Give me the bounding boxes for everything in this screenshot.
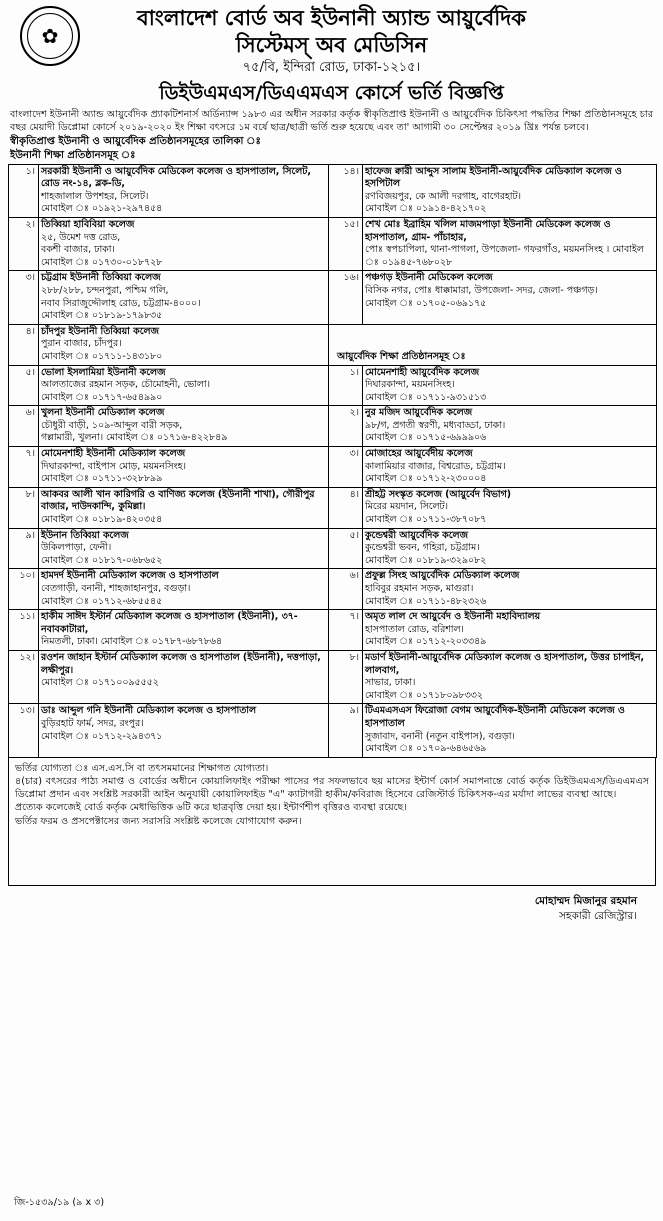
right-serial: ১৪। <box>329 164 363 217</box>
institution-name: পঞ্চগড় ইউনানী মেডিকেল কলেজ <box>365 272 493 284</box>
board-seal-logo <box>20 6 80 66</box>
right-institution <box>363 406 657 447</box>
unani-institution <box>39 365 329 406</box>
right-serial: ১। <box>329 365 363 406</box>
board-name-line2: সিস্টেমস্‌ অব মেডিসিন <box>235 33 428 57</box>
unani-institution <box>39 569 329 610</box>
institution-name: হাফেজ ক্বারী আব্দুস সালাম ইউনানী-আয়ুর্বেদিক মেডিক্যাল কলেজ ও হসপিটাল <box>365 165 622 190</box>
institution-detail: দিঘারকান্দা, ময়মনসিংহ। <box>365 379 455 391</box>
unani-institution <box>39 610 329 651</box>
institution-detail: মোবাইল ঃ ০১৭১২-২০৩৩৪৯ <box>365 636 487 648</box>
institution-name: হাকীম সাঈদ ইস্টার্ন মেডিক্যাল কলেজ ও হাসপাতাল (ইউনানী), ৩৭- নবাবকাটারা, <box>41 611 298 635</box>
unani-serial: ৮। <box>9 487 39 528</box>
institution-detail: মোবাইল ঃ ০১৮১৯-৪২০৩৫৪ <box>41 514 163 526</box>
institution-detail: মোবাইল ঃ ০১৭১৭-৬৫৪৯৯০ <box>41 391 163 403</box>
institution-detail: মোবাইল ঃ ০১৭১১-১৪৩১৮০ <box>41 350 163 362</box>
course-info-text: ৪(চার) বৎসরের পাঠ্য সমাপ্ত ও বোর্ডের অধীনে কোয়ালিফাইং পরীক্ষা পাসের পর সফলভাবে ছয় মাসের ইন্টার্ণ কোর্স সমাপনান্তে বোর্ড কর্তৃক ডিইউএমএস/ডিএএমএস ডিপ্লোমা প্রদান এবং সংশ্লিষ্ট সরকারী আইন অনুযায়ী কোয়ালিফাইড "এ" ক্যাটাগরী হাকীম/কবিরাজ হিসেবে রেজিস্টার্ড চিকিৎসক-এর মর্যাদা লাভের ব্যবস্থা আছে। <box>15 775 649 801</box>
right-serial: ৩। <box>329 447 363 488</box>
right-serial: ২। <box>329 406 363 447</box>
table-row <box>9 610 657 651</box>
institution-detail: মোবাইল ঃ ০১৯২১-২৯৭৪৫৪ <box>41 203 163 215</box>
institution-name: আকবর আলী খান কারিগরি ও বাণিজ্য কলেজ (ইউনানী শাখা), গৌরীপুর বাজার, দাউদকান্দি, কুমিল্লা। <box>41 488 315 513</box>
right-institution <box>363 271 657 324</box>
table-row <box>9 704 657 757</box>
institutions-table <box>8 164 657 758</box>
list-title: স্বীকৃতিপ্রাপ্ত ইউনানী ও আয়ুর্বেদিক প্রতিষ্ঠানসমূহের তালিকা ঃ <box>10 135 261 147</box>
institution-name: প্রফুল্ল সিংহ আয়ুর্বেদিক মেডিক্যাল কলেজ <box>365 570 520 582</box>
table-row <box>9 569 657 610</box>
institution-name: নুর মজিদ আয়ুর্বেদিক কলেজ <box>365 407 473 419</box>
table-row <box>9 487 657 528</box>
unani-institution <box>39 164 329 217</box>
scholarship-text: প্রত্যেক কলেজেই বোর্ড কর্তৃক মেধাভিত্তিক ৬টি করে ছাত্রবৃত্তি দেয়া হয়। ইন্টার্ণশীপ বৃত্তিরও ব্যবস্থা রয়েছে। <box>15 802 407 814</box>
right-institution <box>363 610 657 651</box>
table-row <box>9 650 657 703</box>
institution-detail: মোবাইল ঃ ০১৭৩০-০১৮৭২৮ <box>41 256 163 268</box>
table-row <box>9 365 657 406</box>
unani-serial: ১০। <box>9 569 39 610</box>
institution-detail: নিমতলী, ঢাকা। মোবাইল ঃ ০১৭৮৭-৬৮৭৮৬৪ <box>41 636 223 648</box>
institution-detail: উকিলপাড়া, ফেনী। <box>41 542 112 554</box>
table-row <box>9 406 657 447</box>
right-serial: ৭। <box>329 610 363 651</box>
unani-institution <box>39 447 329 488</box>
table-row <box>9 528 657 569</box>
right-serial: ৪। <box>329 487 363 528</box>
institution-detail: ২৮৮/২৮৮, চন্দনপুরা, পশ্চিম গলি, <box>41 284 169 296</box>
unani-institution <box>39 271 329 324</box>
institution-name: হামদর্দ ইউনানী মেডিক্যাল কলেজ ও হাসপাতাল <box>41 570 219 582</box>
signature-block <box>8 894 655 924</box>
unani-serial: ৪। <box>9 324 39 365</box>
unani-serial: ৫। <box>9 365 39 406</box>
table-row <box>9 164 657 217</box>
right-serial: ৮। <box>329 650 363 703</box>
institution-detail: নবাব সিরাজুদ্দৌলাহ রোড, চট্টগ্রাম-৪০০০। <box>41 297 201 309</box>
right-institution <box>363 164 657 217</box>
institution-name: সরকারী ইউনানী ও আয়ুর্বেদিক মেডিকেল কলেজ ও হাসপাতাল, সিলেট, রোড নং-১৪, ব্লক-ডি, <box>41 165 311 190</box>
unani-serial: ১৩। <box>9 704 39 757</box>
institution-name: ভোলা ইসলামিয়া ইউনানী কলেজ <box>41 366 166 378</box>
unani-serial: ১১। <box>9 610 39 651</box>
table-row <box>9 271 657 324</box>
seal-emblem-icon: ✿ <box>27 13 73 59</box>
institution-detail: মিরের ময়দান, সিলেট। <box>365 501 448 513</box>
notice-title: ডিইউএমএস/ডিএএমএস কোর্সে ভর্তি বিজ্ঞপ্তি <box>159 82 504 104</box>
institution-detail: মোবাইল ঃ ০১৭১২-২৯৪৩৭১ <box>41 730 163 742</box>
right-institution <box>363 650 657 703</box>
institution-detail: হাসপাতাল রোড, বরিশাল। <box>365 623 464 635</box>
eligibility-text: ভর্তির যোগ্যতা ঃ এস.এস.সি বা তৎসমমানের শিক্ষাগত যোগ্যতা। <box>15 762 269 774</box>
ayurvedic-section-title: আয়ুর্বেদিক শিক্ষা প্রতিষ্ঠানসমূহ ঃ <box>329 324 657 365</box>
institution-name: টিএমএসএস ফিরোজা বেগম আয়ুর্বেদিক-ইউনানী মেডিকেল কলেজ ও হাসপাতাল <box>365 705 625 729</box>
institution-detail: মোবাইল ঃ ০১৭১২-২৩০০০৪ <box>365 473 487 485</box>
institution-detail: সাভার, ঢাকা। <box>365 677 416 689</box>
institution-detail: মোবাইল ঃ ০১৭০৯-৬৪৬৫৬৯ <box>365 743 487 755</box>
notice-footer <box>8 758 656 886</box>
institution-name: খুলনা ইউনানী মেডিক্যাল কলেজ <box>41 407 165 419</box>
institution-name: রওশন জাহান ইস্টার্ন মেডিক্যাল কলেজ ও হাসপাতাল (ইউনানী), দত্তপাড়া, লক্ষীপুর। <box>41 651 321 676</box>
institution-name: শেখ মোঃ ইব্রাহিম খলিল মাজমপাড়া ইউনানী মেডিকেল কলেজ ও হাসপাতাল, গ্রাম- পাঁচাহার, <box>365 218 611 243</box>
board-address: ৭৫/বি, ইন্দিরা রোড, ঢাকা-১২১৫। <box>242 60 421 75</box>
institution-name: ইউনান তিব্বিয়া কলেজ <box>41 529 129 541</box>
unani-institution <box>39 704 329 757</box>
reference-number: জি-১৫৩৯/১৯ (৯ x ৩) <box>14 1197 105 1208</box>
signatory-role: সহকারী রেজিস্ট্রার। <box>559 909 637 922</box>
right-serial: ৫। <box>329 528 363 569</box>
institution-detail: বেতগাড়ী, বনানী, শাহজাহানপুর, বগুড়া। <box>41 583 191 594</box>
unani-institution <box>39 650 329 703</box>
institution-name: ডাঃ আব্দুল গনি ইউনানী মেডিক্যাল কলেজ ও হাসপাতাল <box>41 705 256 717</box>
institution-detail: মোবাইল ঃ ০১৭১৫-৬৯৯৯০৬ <box>365 432 487 444</box>
institution-detail: ২৫, উমেশ দত্ত রোড, <box>41 231 121 243</box>
unani-serial: ১২। <box>9 650 39 703</box>
right-serial: ৯। <box>329 704 363 757</box>
institution-name: কুন্ডেশ্বরী আয়ুর্বেদিক কলেজ <box>365 529 468 541</box>
unani-serial: ২। <box>9 217 39 270</box>
institution-name: শ্রীহট্ট সংস্কৃত কলেজ (আয়ুর্বেদ বিভাগ) <box>365 488 512 500</box>
institution-detail: মোবাইল ঃ ০১৭১৮০৯৮৩৩২ <box>365 689 483 701</box>
intro-paragraph: বাংলাদেশ ইউনানী অ্যান্ড আয়ুর্বেদিক প্র্যাকটিশনার্স অর্ডিন্যান্স ১৯৮৩ এর অধীন সরকার কর্তৃক স্বীকৃতিপ্রাপ্ত ইউনানী ও আয়ুর্বেদিক চিকিৎসা পদ্ধতির শিক্ষা প্রতিষ্ঠানসমূহে চার বছর মেয়াদী ডিপ্লোমা কোর্সে ২০১৯-২০২০ ইং শিক্ষা বৎসরে ১ম বর্ষে ছাত্র/ছাত্রী ভর্তি শুরু হয়েছে এবং তা' আগামী ৩০ সেপ্টেম্বর ২০১৯ খ্রিঃ পর্যন্ত চলবে। <box>10 109 653 134</box>
right-serial: ১৬। <box>329 271 363 324</box>
table-row <box>9 324 657 365</box>
unani-section-title: ইউনানী শিক্ষা প্রতিষ্ঠানসমূহ ঃ <box>10 149 136 161</box>
institution-detail: মোবাইল ঃ ০১৭১১-৩২৮৮৯৯ <box>41 473 163 485</box>
institution-name: মোমেনশাহী আয়ুর্বেদিক কলেজ <box>365 366 480 378</box>
institution-name: চাঁদপুর ইউনানী তিব্বিয়া কলেজ <box>41 325 159 337</box>
institution-detail: গল্লামারী, খুলনা। মোবাইল ঃ ০১৭১৬-৪২২৮৪৯ <box>41 432 228 444</box>
institution-detail: ৯৮/গ, প্রগতী স্বরণী, মধ্যবাড্ডা, ঢাকা। <box>365 419 506 431</box>
right-institution <box>363 487 657 528</box>
institution-detail: মোবাইল ঃ ০১৮১৭-০৬৮৬৫২ <box>41 554 163 566</box>
institution-name: মোজাহের আয়ুর্বেদীয় কলেজ <box>365 448 473 460</box>
table-row <box>9 447 657 488</box>
right-serial: ১৫। <box>329 217 363 270</box>
unani-institution <box>39 324 329 365</box>
institution-detail: মোবাইল ঃ ০১৮১৯-১৭৯৮৩৫ <box>41 310 163 322</box>
institution-detail: দিঘারকান্দা, বাইপাস মোড়, ময়মনসিংহ। <box>41 460 186 472</box>
unani-institution <box>39 487 329 528</box>
board-name-line1: বাংলাদেশ বোর্ড অব ইউনানী অ্যান্ড আয়ুর্বেদিক <box>137 6 526 30</box>
institution-detail: বকশী বাজার, ঢাকা। <box>41 244 115 256</box>
right-institution <box>363 217 657 270</box>
institution-detail: চৌধুরী বাড়ী, ১০৯-আব্দুল বারী সড়ক, <box>41 419 183 431</box>
unani-institution <box>39 528 329 569</box>
institution-detail: হাবিবুর রহমান সড়ক, মাগুরা। <box>365 583 474 594</box>
institutions-table-body <box>9 164 657 757</box>
institution-detail: বিসিক নগর, পোঃ ধাক্কামারা, উপজেলা- সদর, জেলা- পঞ্চগড়। <box>365 284 598 296</box>
institution-detail: মোবাইল ঃ ০১৭১০০৯৫৫৫২ <box>41 677 159 689</box>
signatory-name: মোহাম্মদ মিজানুর রহমান <box>534 894 637 907</box>
table-row <box>9 217 657 270</box>
institution-detail: মোবাইল ঃ ০১৮১৯-৩২৯০৮২ <box>365 554 487 566</box>
institution-detail: বুড়িরহাট ফার্ম, সদর, রংপুর। <box>41 717 144 729</box>
right-institution <box>363 528 657 569</box>
institution-name: মোমেনশাহী ইউনানী মেডিক্যাল কলেজ <box>41 448 186 460</box>
institution-name: মডার্ণ ইউনানী-আয়ুর্বেদিক মেডিক্যাল কলেজ ও হাসপাতাল, উত্তর চাপাইন, লালবাগ, <box>365 651 645 676</box>
institution-detail: মোবাইল ঃ ০১৭১১-৩৮৭০৮৭ <box>365 514 487 526</box>
right-institution <box>363 447 657 488</box>
institution-detail: পুরান বাজার, চাঁদপুর। <box>41 338 122 350</box>
institution-detail: মোবাইল ঃ ০১৭১২-৬৮৫৫৪৫ <box>41 595 163 607</box>
admission-form-text: ভর্তির ফরম ও প্রসপেক্টাসের জন্য সরাসরি সংশ্লিষ্ট কলেজে যোগাযোগ করুন। <box>15 815 302 827</box>
institution-detail: রণবিজয়পুর, কে আলী দরগাহ, বাগেরহাট। <box>365 190 521 202</box>
institution-detail: মোবাইল ঃ ০১৭০৫-০৬৯১৭৫ <box>365 297 487 309</box>
unani-serial: ৬। <box>9 406 39 447</box>
right-institution <box>363 365 657 406</box>
notice-header <box>8 4 655 106</box>
institution-name: চট্টগ্রাম ইউনানী তিব্বিয়া কলেজ <box>41 272 161 284</box>
unani-serial: ১। <box>9 164 39 217</box>
institution-detail: সুজাবাদ, বনানী (নতুন বাইপাস), বগুড়া। <box>365 730 515 742</box>
institution-name: অমৃত লাল দে আয়ুর্বেদ ও ইউনানী মহাবিদ্যালয় <box>365 611 541 623</box>
institution-detail: কালামিয়ার বাজার, বিশ্বরোড, চট্টগ্রাম। <box>365 460 506 472</box>
unani-serial: ৯। <box>9 528 39 569</box>
institution-detail: আলতাজের রহমান সড়ক, চৌমোহনী, ভোলা। <box>41 379 210 391</box>
unani-serial: ৩। <box>9 271 39 324</box>
unani-serial: ৭। <box>9 447 39 488</box>
institution-detail: মোবাইল ঃ ০১৯১৪-৪২১৭০২ <box>365 203 487 215</box>
unani-institution <box>39 217 329 270</box>
institution-detail: মোবাইল ঃ ০১৭১১-৯৩১৫১৩ <box>365 391 487 403</box>
institution-detail: মোবাইল ঃ ০১৭১১-৪৮২৩২৬ <box>365 595 487 607</box>
right-institution <box>363 704 657 757</box>
institution-detail: কুন্ডেশ্বরী ভবন, গহিরা, চট্টগ্রাম। <box>365 542 480 554</box>
right-serial: ৬। <box>329 569 363 610</box>
right-institution <box>363 569 657 610</box>
institution-detail: পোঃ স্বপচাপিলা, থানা-পাগলা, উপজেলা- গফরগাঁও, ময়মনসিংহ । মোবাইল ঃ ০১৯৪৫-৭৬৮০২৮ <box>365 244 644 268</box>
institution-name: তিব্বিয়া হাবিবিয়া কলেজ <box>41 218 135 230</box>
unani-institution <box>39 406 329 447</box>
institution-detail: শাহজালাল উপশহর, সিলেট। <box>41 190 149 202</box>
